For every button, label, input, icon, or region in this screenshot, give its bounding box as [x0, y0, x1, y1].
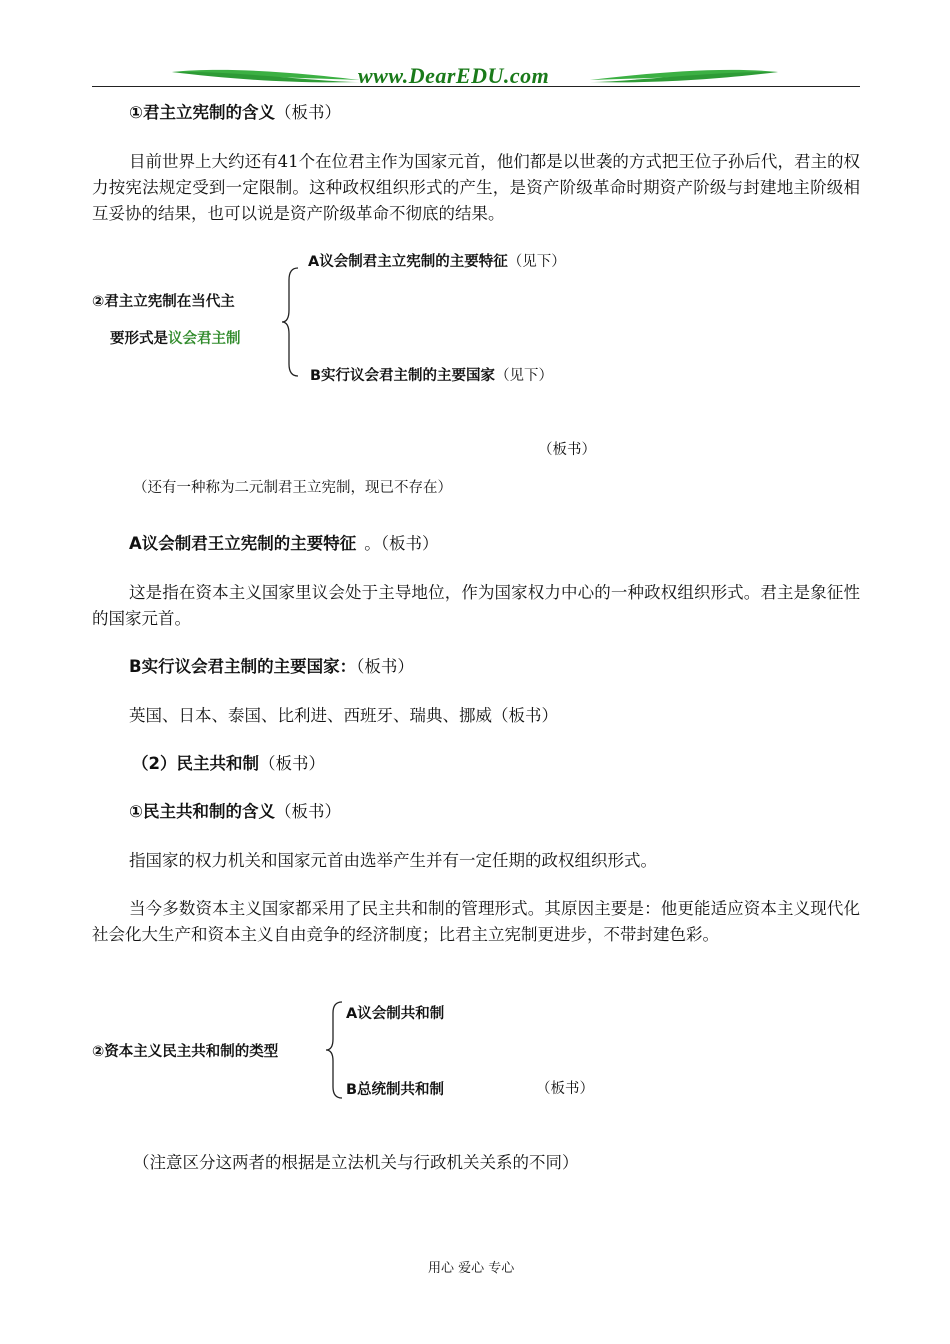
- root-prefix: 要形式是: [110, 331, 168, 347]
- section2-heading: [132, 751, 325, 777]
- header-logo: [170, 62, 780, 90]
- diagram2-branch-a: A议会制共和制: [346, 1006, 445, 1022]
- branch-a-text: A议会制君主立宪制的主要特征: [308, 254, 508, 270]
- section1-paragraph: 目前世界上大约还有41个在位君主作为国家元首，他们都是以世袭的方式把王位子孙后代，君主的权力按宪法规定受到一定限制。这种政权组织形式的产生，是资产阶级革命时期资产阶级与封建地主阶级相互妥协的结果，也可以说是资产阶级革命不彻底的结果。: [92, 152, 860, 223]
- diagram2-board-note: （板书）: [536, 1081, 594, 1097]
- section2-paragraph2: 当今多数资本主义国家都采用了民主共和制的管理形式。其原因主要是：他更能适应资本主义现代化社会化大生产和资本主义自由竞争的经济制度；比君主立宪制更进步，不带封建色彩。: [92, 899, 860, 944]
- heading-note: 。（板书）: [364, 534, 439, 553]
- heading-text: （2）民主共和制: [132, 754, 259, 773]
- branch-a-note: （见下）: [507, 254, 566, 270]
- heading-note: （板书）: [356, 657, 414, 676]
- diagram2-branch-b: B总统制共和制: [346, 1082, 445, 1098]
- heading-note: （板书）: [274, 103, 341, 122]
- diagram1-branch-a: [308, 250, 566, 271]
- diagram1-footnote: （还有一种称为二元制君王立宪制，现已不存在）: [133, 480, 452, 496]
- footer-text: 用心 爱心 专心: [428, 1261, 515, 1276]
- sectionB-countries: 英国、日本、泰国、比利进、西班牙、瑞典、挪威（板书）: [129, 706, 558, 725]
- diagram2-footnote: （注意区分这两者的根据是立法机关与行政机关关系的不同）: [133, 1153, 579, 1172]
- subheading-text: ①民主共和制的含义: [129, 802, 275, 821]
- heading-note: （板书）: [258, 754, 325, 773]
- heading-text: ①君主立宪制的含义: [129, 103, 275, 122]
- heading-text: B实行议会君主制的主要国家：: [129, 657, 357, 676]
- brace-icon: [280, 266, 302, 378]
- diagram1-branch-b: [310, 364, 553, 385]
- subheading-note: （板书）: [274, 802, 341, 821]
- diagram1-root-line1: ②君主立宪制在当代主: [92, 294, 235, 310]
- brace-icon: [324, 1000, 346, 1100]
- section2-subheading: [129, 799, 341, 825]
- sectionB-heading: [129, 654, 414, 680]
- diagram1-board-note: （板书）: [538, 442, 596, 458]
- diagram2-root: ②资本主义民主共和制的类型: [92, 1044, 279, 1060]
- branch-b-note: （见下）: [495, 368, 554, 384]
- heading-text: A议会制君王立宪制的主要特征: [129, 534, 357, 553]
- root-highlight: 议会君主制: [168, 331, 241, 347]
- sectionA-paragraph: 这是指在资本主义国家里议会处于主导地位，作为国家权力中心的一种政权组织形式。君主是象征性的国家元首。: [92, 583, 860, 628]
- section2-paragraph1: 指国家的权力机关和国家元首由选举产生并有一定任期的政权组织形式。: [129, 851, 657, 870]
- section1-heading: [129, 100, 341, 126]
- diagram1-root-line2: [110, 327, 241, 348]
- branch-b-text: B实行议会君主制的主要国家: [310, 368, 496, 384]
- logo-text: www.DearEDU.com: [358, 63, 550, 88]
- sectionA-heading: [129, 531, 439, 557]
